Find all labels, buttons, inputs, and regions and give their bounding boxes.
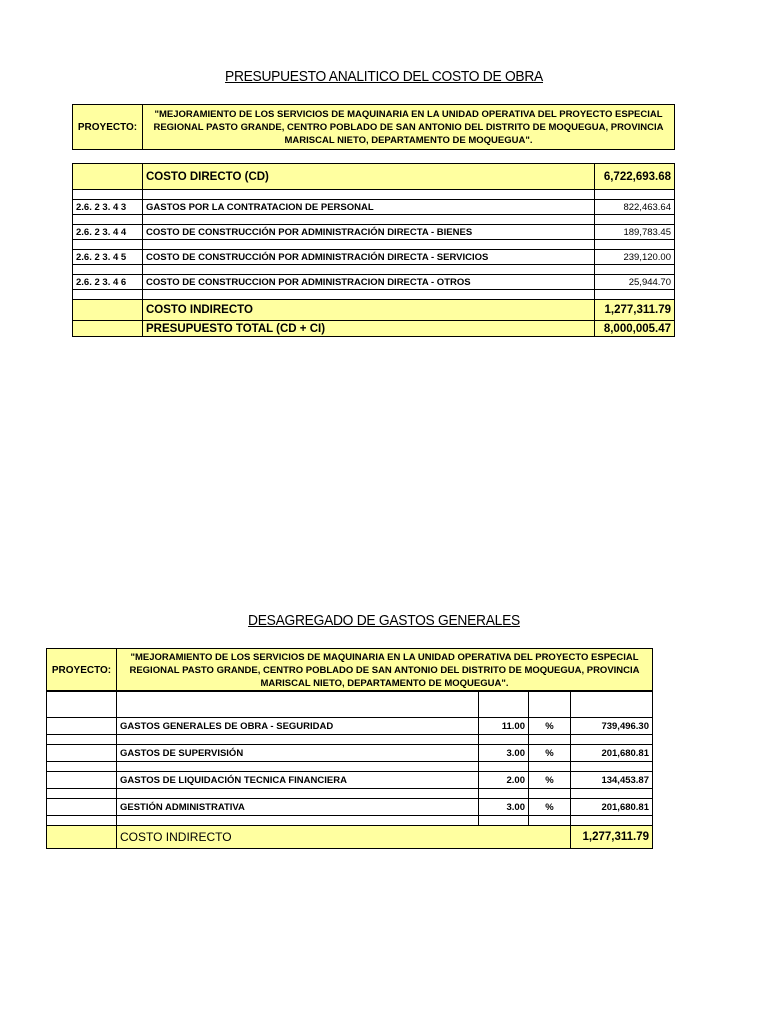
item-description: GASTOS POR LA CONTRATACION DE PERSONAL [143,200,595,215]
table-row [47,772,653,789]
item-value: 189,783.45 [595,225,675,240]
expense-value: 201,680.81 [571,745,653,762]
item-code: 2.6. 2 3. 4 6 [73,275,143,290]
item-value: 239,120.00 [595,250,675,265]
expense-description: GASTOS DE LIQUIDACIÓN TECNICA FINANCIERA [117,772,479,789]
expense-percentage: 2.00 [479,772,529,789]
project-label: PROYECTO: [73,105,143,150]
expense-value: 201,680.81 [571,799,653,816]
table-row [73,275,675,290]
expense-description: GASTOS DE SUPERVISIÓN [117,745,479,762]
general-expenses-table [46,690,653,849]
project-header-table [72,104,675,150]
direct-cost-label: COSTO DIRECTO (CD) [143,164,595,190]
expense-value: 134,453.87 [571,772,653,789]
table-row [73,200,675,215]
budget-table [72,163,675,337]
indirect-cost-value: 1,277,311.79 [571,826,653,849]
item-description: COSTO DE CONSTRUCCION POR ADMINISTRACION DIRECTA - OTROS [143,275,595,290]
indirect-cost-value: 1,277,311.79 [595,300,675,321]
expense-value: 739,496.30 [571,718,653,735]
expense-percentage: 11.00 [479,718,529,735]
budget-title: PRESUPUESTO ANALITICO DEL COSTO DE OBRA [225,68,543,85]
item-code: 2.6. 2 3. 4 3 [73,200,143,215]
item-value: 822,463.64 [595,200,675,215]
percent-sign: % [529,799,571,816]
direct-cost-value: 6,722,693.68 [595,164,675,190]
table-row [47,799,653,816]
indirect-cost-label: COSTO INDIRECTO [143,300,595,321]
project-header-table-2 [46,648,653,692]
expense-description: GASTOS GENERALES DE OBRA - SEGURIDAD [117,718,479,735]
general-expenses-title: DESAGREGADO DE GASTOS GENERALES [248,612,520,629]
item-code: 2.6. 2 3. 4 5 [73,250,143,265]
percent-sign: % [529,745,571,762]
expense-description: GESTIÓN ADMINISTRATIVA [117,799,479,816]
item-description: COSTO DE CONSTRUCCIÓN POR ADMINISTRACIÓN DIRECTA - SERVICIOS [143,250,595,265]
project-label: PROYECTO: [47,649,117,692]
item-description: COSTO DE CONSTRUCCIÓN POR ADMINISTRACIÓN DIRECTA - BIENES [143,225,595,240]
table-row [47,745,653,762]
total-budget-value: 8,000,005.47 [595,321,675,337]
project-description: "MEJORAMIENTO DE LOS SERVICIOS DE MAQUINARIA EN LA UNIDAD OPERATIVA DEL PROYECTO ESPECIAL REGIONAL PASTO GRANDE, CENTRO POBLADO DE SAN ANTONIO DEL DISTRITO DE MOQUEGUA, PROVINCIA MARISCAL NIETO, DEPARTAMENTO DE MOQUEGUA". [117,649,653,692]
expense-percentage: 3.00 [479,745,529,762]
percent-sign: % [529,718,571,735]
indirect-cost-label: COSTO INDIRECTO [117,826,571,849]
table-row [47,718,653,735]
table-row [73,250,675,265]
expense-percentage: 3.00 [479,799,529,816]
item-value: 25,944.70 [595,275,675,290]
total-budget-label: PRESUPUESTO TOTAL (CD + CI) [143,321,595,337]
table-row [73,225,675,240]
percent-sign: % [529,772,571,789]
project-description: "MEJORAMIENTO DE LOS SERVICIOS DE MAQUINARIA EN LA UNIDAD OPERATIVA DEL PROYECTO ESPECIAL REGIONAL PASTO GRANDE, CENTRO POBLADO DE SAN ANTONIO DEL DISTRITO DE MOQUEGUA, PROVINCIA MARISCAL NIETO, DEPARTAMENTO DE MOQUEGUA". [143,105,675,150]
item-code: 2.6. 2 3. 4 4 [73,225,143,240]
